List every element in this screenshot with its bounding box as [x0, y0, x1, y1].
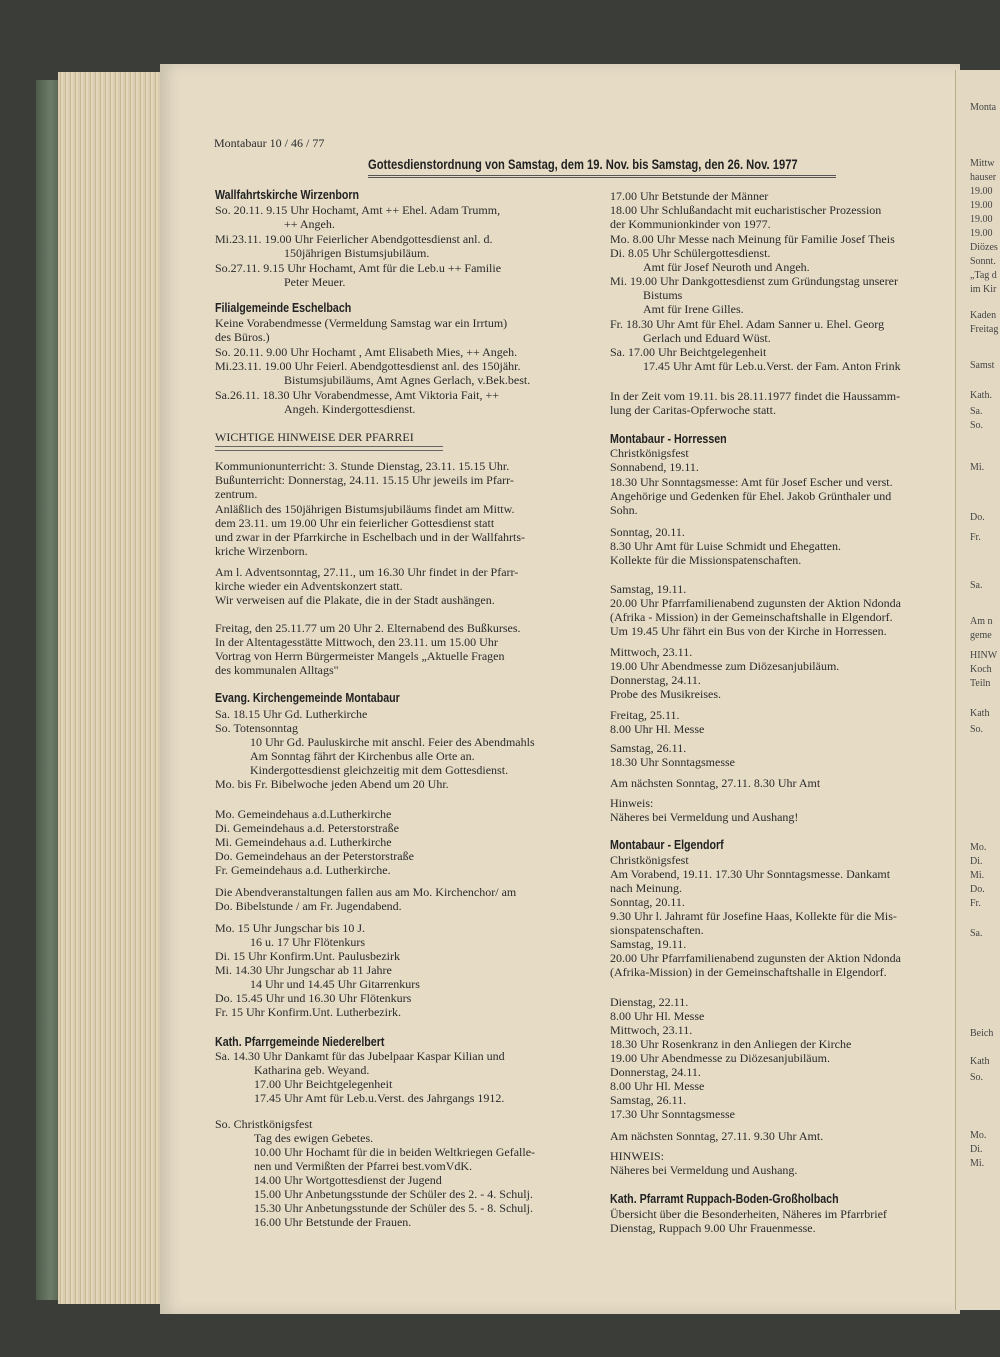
- book-spine: [36, 80, 60, 1300]
- title-underline: [368, 175, 836, 178]
- text-line: Am Vorabend, 19.11. 17.30 Uhr Sonntagsmesse. Dankamt: [610, 867, 891, 881]
- text-line: HINWEIS:: [610, 1149, 664, 1163]
- text-line: So.27.11. 9.15 Uhr Hochamt, Amt für die Leb.u ++ Familie: [215, 261, 502, 275]
- next-page-fragment: hauser: [970, 172, 997, 183]
- text-line: Angehörige und Gedenken für Ehel. Jakob Grünthaler und: [610, 489, 892, 503]
- text-line: Vortrag von Herrn Bürgermeister Mangels „Aktuelle Fragen: [215, 649, 505, 663]
- text-line: Donnerstag, 24.11.: [610, 673, 701, 687]
- next-page-fragment: 19.00: [970, 228, 993, 239]
- text-line: Sa. 17.00 Uhr Beichtgelegenheit: [610, 345, 767, 359]
- text-line: Probe des Musikreises.: [610, 687, 721, 701]
- text-line: 14 Uhr und 14.45 Uhr Gitarrenkurs: [250, 977, 420, 991]
- text-line: Sohn.: [610, 503, 638, 517]
- next-page-fragment: Monta: [970, 102, 997, 113]
- next-page-fragment: Diözes: [970, 242, 998, 253]
- text-line: Do. Gemeindehaus an der Peterstorstraße: [215, 849, 414, 863]
- text-line: Am Sonntag fährt der Kirchenbus alle Orte an.: [250, 749, 475, 763]
- text-line: So. Christkönigsfest: [215, 1117, 313, 1131]
- next-page-fragment: So.: [970, 1072, 984, 1083]
- text-line: So. Totensonntag: [215, 721, 298, 735]
- text-line: In der Zeit vom 19.11. bis 28.11.1977 findet die Haussamm-: [610, 389, 901, 403]
- text-line: Kommunionunterricht: 3. Stunde Dienstag, 23.11. 15.15 Uhr.: [215, 459, 510, 473]
- text-line: Die Abendveranstaltungen fallen aus am Mo. Kirchenchor/ am: [215, 885, 517, 899]
- text-line: Samstag, 26.11.: [610, 741, 687, 755]
- text-line: 9.30 Uhr l. Jahramt für Josefine Haas, Kollekte für die Mis-: [610, 909, 897, 923]
- text-line: 10 Uhr Gd. Pauluskirche mit anschl. Feier des Abendmahls: [250, 735, 535, 749]
- text-line: Mo. 8.00 Uhr Messe nach Meinung für Familie Josef Theis: [610, 232, 895, 246]
- text-line: 8.30 Uhr Amt für Luise Schmidt und Ehegatten.: [610, 539, 841, 553]
- text-line: 8.00 Uhr Hl. Messe: [610, 1079, 705, 1093]
- text-line: Katharina geb. Weyand.: [254, 1063, 370, 1077]
- text-line: des kommunalen Alltags": [215, 663, 339, 677]
- text-line: Mittwoch, 23.11.: [610, 645, 693, 659]
- next-page-fragment: Fr.: [970, 898, 981, 909]
- text-line: des Büros.): [215, 330, 270, 344]
- text-line: Mi. Gemeindehaus a.d. Lutherkirche: [215, 835, 392, 849]
- text-line: nach Meinung.: [610, 881, 682, 895]
- text-line: Samstag, 26.11.: [610, 1093, 687, 1107]
- text-line: Mo. 15 Uhr Jungschar bis 10 J.: [215, 921, 365, 935]
- text-line: Fr. 18.30 Uhr Amt für Ehel. Adam Sanner u. Ehel. Georg: [610, 317, 885, 331]
- page-header: Montabaur 10 / 46 / 77: [214, 136, 325, 150]
- text-line: Wir verweisen auf die Plakate, die in der Stadt aushängen.: [215, 593, 495, 607]
- text-line: 8.00 Uhr Hl. Messe: [610, 722, 705, 736]
- text-line: Angeh. Kindergottesdienst.: [284, 402, 416, 416]
- text-line: 19.00 Uhr Abendmesse zu Diözesanjubiläum.: [610, 1051, 830, 1065]
- next-page-fragment: Di.: [970, 856, 983, 867]
- text-line: Kindergottesdienst gleichzeitig mit dem Gottesdienst.: [250, 763, 509, 777]
- text-line: Sa.26.11. 18.30 Uhr Vorabendmesse, Amt Viktoria Fait, ++: [215, 388, 500, 402]
- text-line: der Kommunionkinder von 1977.: [610, 217, 771, 231]
- next-page-fragment: Mi.: [970, 870, 985, 881]
- notice-underline-2: [215, 450, 443, 451]
- text-line: Fr. Gemeindehaus a.d. Lutherkirche.: [215, 863, 391, 877]
- next-page-fragment: Mo.: [970, 842, 987, 853]
- next-page-fragment: Sa.: [970, 928, 983, 939]
- text-line: Am l. Adventsonntag, 27.11., um 16.30 Uhr findet in der Pfarr-: [215, 565, 519, 579]
- text-line: WICHTIGE HINWEISE DER PFARREI: [215, 430, 414, 444]
- text-line: Di. 8.05 Uhr Schülergottesdienst.: [610, 246, 771, 260]
- text-line: Mi.23.11. 19.00 Uhr Feierl. Abendgottesdienst anl. des 150jähr.: [215, 359, 521, 373]
- section-heading: Evang. Kirchengemeinde Montabaur: [215, 690, 400, 705]
- next-page-fragment: im Kir: [970, 284, 997, 295]
- text-line: 19.00 Uhr Abendmesse zum Diözesanjubiläum.: [610, 659, 840, 673]
- next-page-fragment: Kath: [970, 708, 990, 719]
- text-line: 17.00 Uhr Betstunde der Männer: [610, 189, 769, 203]
- next-page-fragment: 19.00: [970, 186, 993, 197]
- text-line: Di. 15 Uhr Konfirm.Unt. Paulusbezirk: [215, 949, 400, 963]
- next-page-fragment: Mi.: [970, 462, 985, 473]
- text-line: Mo. bis Fr. Bibelwoche jeden Abend um 20 Uhr.: [215, 777, 449, 791]
- section-heading: Montabaur - Horressen: [610, 431, 727, 446]
- page-edges: [58, 72, 163, 1304]
- text-line: Hinweis:: [610, 796, 654, 810]
- next-page-fragment: Sa.: [970, 580, 983, 591]
- next-page-fragment: „Tag d: [970, 270, 997, 281]
- text-line: Peter Meuer.: [284, 275, 346, 289]
- text-line: Um 19.45 Uhr fährt ein Bus von der Kirche in Horressen.: [610, 624, 887, 638]
- text-line: 150jährigen Bistumsjubiläum.: [284, 246, 430, 260]
- next-page-fragment: Freitag: [970, 324, 999, 335]
- text-line: kirche wieder ein Adventskonzert statt.: [215, 579, 403, 593]
- text-line: und zwar in der Pfarrkirche in Eschelbach und in der Wallfahrts-: [215, 530, 526, 544]
- next-page-fragment: HINW: [970, 650, 998, 661]
- text-line: sionspatenschaften.: [610, 923, 704, 937]
- next-page-fragment: Am n: [970, 616, 993, 627]
- section-heading: Filialgemeinde Eschelbach: [215, 300, 352, 315]
- text-line: 16 u. 17 Uhr Flötenkurs: [250, 935, 365, 949]
- next-page-fragment: geme: [970, 630, 992, 641]
- text-line: Samstag, 19.11.: [610, 582, 687, 596]
- text-line: nen und Vermißten der Pfarrei best.vomVdK.: [254, 1159, 473, 1173]
- text-line: In der Altentagesstätte Mittwoch, den 23.11. um 15.00 Uhr: [215, 635, 498, 649]
- text-line: 15.30 Uhr Anbetungsstunde der Schüler des 5. - 8. Schulj.: [254, 1201, 533, 1215]
- next-page-fragment: Do.: [970, 884, 985, 895]
- text-line: Christkönigsfest: [610, 446, 689, 460]
- text-line: 14.00 Uhr Wortgottesdienst der Jugend: [254, 1173, 442, 1187]
- next-page-fragment: Fr.: [970, 532, 981, 543]
- text-line: Mi. 14.30 Uhr Jungschar ab 11 Jahre: [215, 963, 392, 977]
- text-line: 18.30 Uhr Sonntagsmesse: [610, 755, 735, 769]
- section-heading: Wallfahrtskirche Wirzenborn: [215, 187, 360, 202]
- main-title: Gottesdienstordnung von Samstag, dem 19. Nov. bis Samstag, den 26. Nov. 1977: [368, 156, 798, 172]
- text-line: 18.30 Uhr Rosenkranz in den Anliegen der Kirche: [610, 1037, 852, 1051]
- next-page-fragment: Mittw: [970, 158, 995, 169]
- text-line: Do. Bibelstunde / am Fr. Jugendabend.: [215, 899, 402, 913]
- text-line: Sonntag, 20.11.: [610, 525, 685, 539]
- text-line: Dienstag, 22.11.: [610, 995, 689, 1009]
- notice-underline: [215, 446, 443, 447]
- text-line: Mo. Gemeindehaus a.d.Lutherkirche: [215, 807, 392, 821]
- text-line: 17.45 Uhr Amt für Leb.u.Verst. der Fam. Anton Frink: [643, 359, 901, 373]
- next-page-fragment: Di.: [970, 1144, 983, 1155]
- text-line: Donnerstag, 24.11.: [610, 1065, 701, 1079]
- text-line: Sa. 14.30 Uhr Dankamt für das Jubelpaar Kaspar Kilian und: [215, 1049, 505, 1063]
- text-line: Keine Vorabendmesse (Vermeldung Samstag war ein Irrtum): [215, 316, 508, 330]
- next-page-fragment: Sonnt.: [970, 256, 996, 267]
- text-line: 10.00 Uhr Hochamt für die in beiden Weltkriegen Gefalle-: [254, 1145, 536, 1159]
- text-line: dem 23.11. um 19.00 Uhr ein feierlicher Gottesdienst statt: [215, 516, 495, 530]
- next-page-fragment: Do.: [970, 512, 985, 523]
- text-line: Dienstag, Ruppach 9.00 Uhr Frauenmesse.: [610, 1221, 816, 1235]
- text-line: 20.00 Uhr Pfarrfamilienabend zugunsten der Aktion Ndonda: [610, 951, 901, 965]
- next-page-fragment: 19.00: [970, 200, 993, 211]
- next-page-fragment: Koch: [970, 664, 992, 675]
- text-line: Freitag, 25.11.: [610, 708, 680, 722]
- text-line: 18.00 Uhr Schlußandacht mit eucharistischer Prozession: [610, 203, 882, 217]
- text-line: zentrum.: [215, 487, 258, 501]
- text-line: kriche Wirzenborn.: [215, 544, 308, 558]
- text-line: So. 20.11. 9.15 Uhr Hochamt, Amt ++ Ehel. Adam Trumm,: [215, 203, 501, 217]
- text-line: So. 20.11. 9.00 Uhr Hochamt , Amt Elisabeth Mies, ++ Angeh.: [215, 345, 518, 359]
- text-line: Kollekte für die Missionspatenschaften.: [610, 553, 802, 567]
- text-line: 17.00 Uhr Beichtgelegenheit: [254, 1077, 393, 1091]
- text-line: Freitag, den 25.11.77 um 20 Uhr 2. Elternabend des Bußkurses.: [215, 621, 521, 635]
- text-line: Näheres bei Vermeldung und Aushang.: [610, 1163, 798, 1177]
- text-line: 15.00 Uhr Anbetungsstunde der Schüler des 2. - 4. Schulj.: [254, 1187, 533, 1201]
- text-line: Sonntag, 20.11.: [610, 895, 685, 909]
- next-page-fragment: So.: [970, 724, 984, 735]
- text-line: Mi. 19.00 Uhr Dankgottesdienst zum Gründungstag unserer: [610, 274, 898, 288]
- text-line: 17.30 Uhr Sonntagsmesse: [610, 1107, 735, 1121]
- text-line: Amt für Josef Neuroth und Angeh.: [643, 260, 810, 274]
- text-line: lung der Caritas-Opferwoche statt.: [610, 403, 776, 417]
- text-line: Tag des ewigen Gebetes.: [254, 1131, 374, 1145]
- next-page-fragment: Samst: [970, 360, 995, 371]
- text-line: Do. 15.45 Uhr und 16.30 Uhr Flötenkurs: [215, 991, 412, 1005]
- text-line: Übersicht über die Besonderheiten, Näheres im Pfarrbrief: [610, 1207, 887, 1221]
- section-heading: Kath. Pfarrgemeinde Niederelbert: [215, 1034, 385, 1049]
- text-line: ++ Angeh.: [284, 217, 335, 231]
- next-page-strip: [955, 70, 1000, 1310]
- text-line: 16.00 Uhr Betstunde der Frauen.: [254, 1215, 412, 1229]
- next-page-fragment: Kaden: [970, 310, 997, 321]
- next-page-fragment: Mo.: [970, 1130, 987, 1141]
- text-line: Bußunterricht: Donnerstag, 24.11. 15.15 Uhr jeweils im Pfarr-: [215, 473, 514, 487]
- text-line: Di. Gemeindehaus a.d. Peterstorstraße: [215, 821, 399, 835]
- text-line: Mi.23.11. 19.00 Uhr Feierlicher Abendgottesdienst anl. d.: [215, 232, 493, 246]
- next-page-fragment: Sa.: [970, 406, 983, 417]
- text-line: 17.45 Uhr Amt für Leb.u.Verst. des Jahrgangs 1912.: [254, 1091, 505, 1105]
- text-line: Samstag, 19.11.: [610, 937, 687, 951]
- section-heading: Kath. Pfarramt Ruppach-Boden-Großholbach: [610, 1191, 839, 1206]
- text-line: Bistumsjubiläums, Amt Agnes Gerlach, v.Bek.best.: [284, 373, 531, 387]
- next-page-fragment: Kath.: [970, 390, 992, 401]
- text-line: Am nächsten Sonntag, 27.11. 8.30 Uhr Amt: [610, 776, 821, 790]
- next-page-fragment: 19.00: [970, 214, 993, 225]
- text-line: 20.00 Uhr Pfarrfamilienabend zugunsten der Aktion Ndonda: [610, 596, 901, 610]
- next-page-fragment: So.: [970, 420, 984, 431]
- text-line: Am nächsten Sonntag, 27.11. 9.30 Uhr Amt.: [610, 1129, 824, 1143]
- text-line: (Afrika - Mission) in der Gemeinschaftshalle in Elgendorf.: [610, 610, 893, 624]
- next-page-fragment: Mi.: [970, 1158, 985, 1169]
- text-line: Näheres bei Vermeldung und Aushang!: [610, 810, 799, 824]
- text-line: (Afrika-Mission) in der Gemeinschaftshalle in Elgendorf.: [610, 965, 887, 979]
- text-line: Mittwoch, 23.11.: [610, 1023, 693, 1037]
- text-line: Christkönigsfest: [610, 853, 689, 867]
- text-line: Fr. 15 Uhr Konfirm.Unt. Lutherbezirk.: [215, 1005, 401, 1019]
- text-line: Sonnabend, 19.11.: [610, 460, 699, 474]
- text-line: Amt für Irene Gilles.: [643, 302, 744, 316]
- text-line: 18.30 Uhr Sonntagsmesse: Amt für Josef Escher und verst.: [610, 475, 893, 489]
- text-line: Bistums: [643, 288, 683, 302]
- text-line: 8.00 Uhr Hl. Messe: [610, 1009, 705, 1023]
- text-line: Sa. 18.15 Uhr Gd. Lutherkirche: [215, 707, 368, 721]
- text-line: Gerlach und Eduard Wüst.: [643, 331, 771, 345]
- section-heading: Montabaur - Elgendorf: [610, 837, 724, 852]
- next-page-fragment: Teiln: [970, 678, 991, 689]
- text-line: Anläßlich des 150jährigen Bistumsjubiläums findet am Mittw.: [215, 502, 515, 516]
- next-page-fragment: Kath: [970, 1056, 990, 1067]
- next-page-fragment: Beich: [970, 1028, 994, 1039]
